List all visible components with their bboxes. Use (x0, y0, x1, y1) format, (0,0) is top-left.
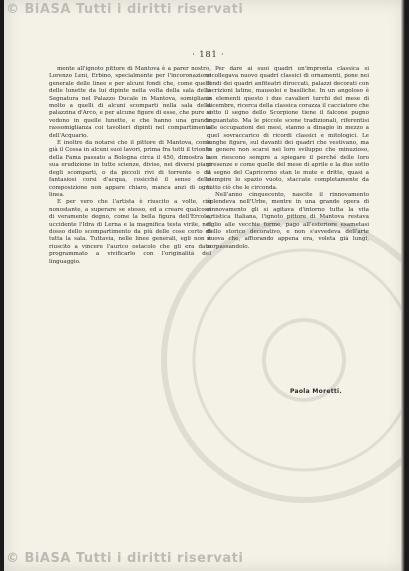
page-number: · 181 · (192, 50, 225, 59)
paragraph: E inoltre da notarsi che il pittore di Mantova, come già il Cossa in alcuni suoi lavori, prima fra tutti il trionfo della Fama passato a Bologna circa il 450, dimostra la sua erudizione in tutte scienze, divise, nei diversi piani degli scomparti, o da piccoli rivi di torrente o da fantasiosi corsi d'acqua, cosicché il senso della composizione non appare chiaro, manca anzi di ogni linea. (49, 140, 211, 198)
text-column-left (49, 66, 211, 266)
paragraph: Nell'anno cinquecento, nascite il rinnovamento splendeva nell'Urbe, mentre in una grande opera di rinnovamento gli si agitava d'intorno tutta la vita artistica Italiana, l'ignoto pittore di Mantova restava figlio alle vecchie forme, pago all'esteriore esametasi dello storico decorativo, e non s'avvedeva dell'arte nuova che, affiorando appena era, voleta già lungi, sorpassandolo. (207, 191, 369, 250)
paragraph: E per vero che l'artista è riuscito a volte, ciò nonostante, a superare se stesso, ed a creare qualcosa di veramente degno, come la bella figura dell'Ercole, uccidente l'Idra di Lerna e la magnifica testa virile, nel dosso dello scompartimento da più delle cose certo di tutta la sala. Tuttavia, nelle linee generali, egli non è riuscito a vincere l'aurico ostacolo che gli era dato programmato a vivificarlo con l'originalità del linguaggio. (49, 199, 211, 265)
paragraph: Per dare ai suoi quadri un'impronta classica si ricollegava nuovo quadri classici di ornamenti, pone nei fondi dei quadri anfiteatri diroccati, palazzi decorati con iscrizioni latine, mausolei e basiliche. In un angoloso è in elementi questo i due cavalieri turchi del mese di dicembre, ricerca della classica corazza il cacciatore che sotto il segno dello Scorpione tiene il falcone pugno inguantato. Ma le piccole scene tradizionali, riferentisi alle occupazioni dei mesi, stanno a dinagio in mezzo a quel sovraccarico di ricordi classici e mitologici. Le lunghe figure, sul davanti dei quadri che vestivano, ma in genere non scarsi nei loro sviluppo che minuzioso, non riescono sempre a spiegare il perché delle loro presenze e come quelle del mese di aprile e la due sotto il segno del Capricorno stan le mute e dritte, quasi a riempire lo spazio vuoto, staccate completamente da tutto ciò che le circonda. (207, 66, 369, 191)
author-signature: Paola Moretti. (290, 388, 342, 395)
text-column-right (207, 66, 369, 251)
document-page (4, 0, 405, 571)
watermark-top: © BiASA Tutti i diritti riservati (6, 2, 244, 17)
page-edge-shadow (401, 0, 405, 571)
watermark-bottom: © BiASA Tutti i diritti riservati (6, 551, 244, 566)
paragraph: mente all'ignoto pittore di Mantova è a parer nostro, Lorenzo Leni, Erbino, specialmente per l'incoronazione generale delle linee e per alcuni fondi che, come quelli delle lunette da lui dipinte nella volta della sala della Segnatura nel Palazzo Ducale in Mantova, somigliano molto a quelli di alcuni scomparti nella sala della palazzina d'Arco, e per alcune figure di esse, che pure si vedono in quelle lunette, e che hanno una grande rassomiglianza coi tavolieri dipinti nel compartimento dell'Acquario. (49, 66, 211, 139)
